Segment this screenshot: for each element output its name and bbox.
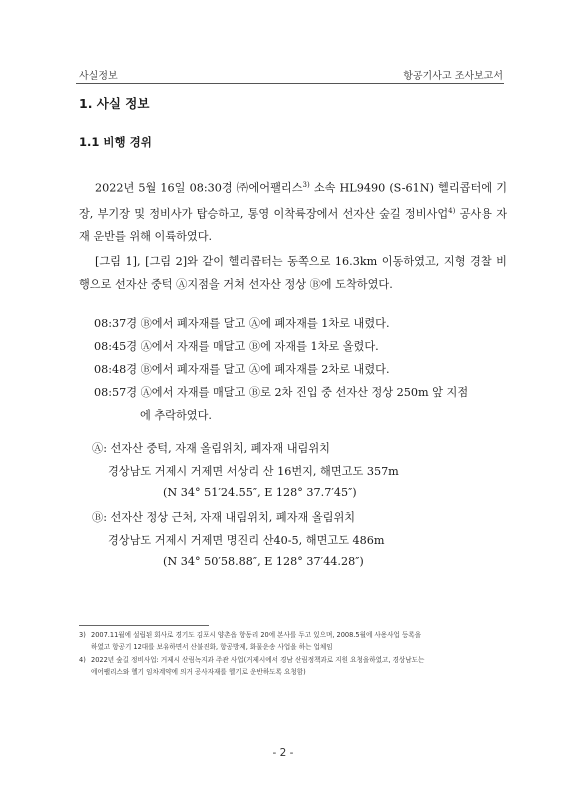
page-header-right: 항공기사고 조사보고서 [403, 71, 503, 82]
subsection-title: 1.1 비행 경위 [79, 135, 152, 149]
page-header-left: 사실정보 [79, 71, 118, 82]
timeline-item: 08:48경 Ⓑ에서 폐자재를 달고 Ⓐ에 폐자재를 2차로 내렸다. [94, 363, 390, 376]
location-b-coordinates: (N 34° 50′58.88″, E 128° 37′44.28″) [163, 555, 364, 568]
footnote-divider [79, 625, 209, 626]
timeline-item: 08:37경 Ⓑ에서 폐자재를 달고 Ⓐ에 폐자재를 1차로 내렸다. [94, 317, 390, 330]
footnote-ref-3: 3) [302, 181, 310, 189]
timeline-item: 08:57경 Ⓐ에서 자재를 매달고 Ⓑ로 2차 진입 중 선자산 정상 250m 앞 지점 [94, 386, 469, 399]
location-a-title: Ⓐ: 선자산 중턱, 자재 올림위치, 폐자재 내림위치 [92, 442, 330, 455]
location-a-coordinates: (N 34° 51′24.55″, E 128° 37.7′45″) [163, 486, 357, 499]
footnote-4: 4) 2022년 숲길 정비사업: 거제시 산림녹지과 주관 사업(거제시에서 경남 산림정책과로 지원 요청을하였고, 경상남도는 에어팰리스와 헬기 임차계약에 의거 공사자재를 헬기로 운반하도록 요청함) [79, 656, 425, 676]
location-a-address: 경상남도 거제시 거제면 서상리 산 16번지, 해면고도 357m [108, 465, 399, 478]
location-b-title: Ⓑ: 선자산 정상 근처, 자재 내림위치, 폐자재 올림위치 [92, 511, 356, 524]
paragraph-flight-route: [그림 1], [그림 2]와 같이 헬리콥터는 동쪽으로 16.3km 이동하였고, 지형 경찰 비행으로 선자산 중턱 Ⓐ지점을 거쳐 선자산 정상 Ⓑ에 도착하였다. [79, 255, 507, 291]
footnote-3: 3) 2007.11월에 설립된 회사로 경기도 김포시 양촌읍 항동리 20에 본사를 두고 있으며, 2008.5월에 사용사업 등록을 하였고 항공기 12대를 보유하면서 산불진화, 항공방제, 화물운송 사업을 하는 업체임 [79, 631, 422, 651]
header-divider [76, 83, 504, 84]
page-number: - 2 - [272, 747, 294, 759]
footnote-ref-4: 4) [448, 206, 456, 215]
location-b-address: 경상남도 거제시 거제면 명진리 산40-5, 해면고도 486m [108, 534, 385, 547]
timeline-item-continuation: 에 추락하였다. [140, 409, 212, 422]
timeline-item: 08:45경 Ⓐ에서 자재를 매달고 Ⓑ에 자재를 1차로 올렸다. [94, 340, 379, 353]
paragraph-flight-start: 2022년 5월 16일 08:30경 ㈜에어팰리스$^{3)}$ 소속 HL9490 (S-61N) 헬리콥터에 기장, 부기장 및 정비사가 탑승하고, 통영 이착륙장에서 선자산 숲길 정비사업$^{4)}$ 공사용 자재 운반를 위해 이륙하였다. [79, 181, 507, 244]
section-title: 1. 사실 정보 [79, 96, 150, 111]
